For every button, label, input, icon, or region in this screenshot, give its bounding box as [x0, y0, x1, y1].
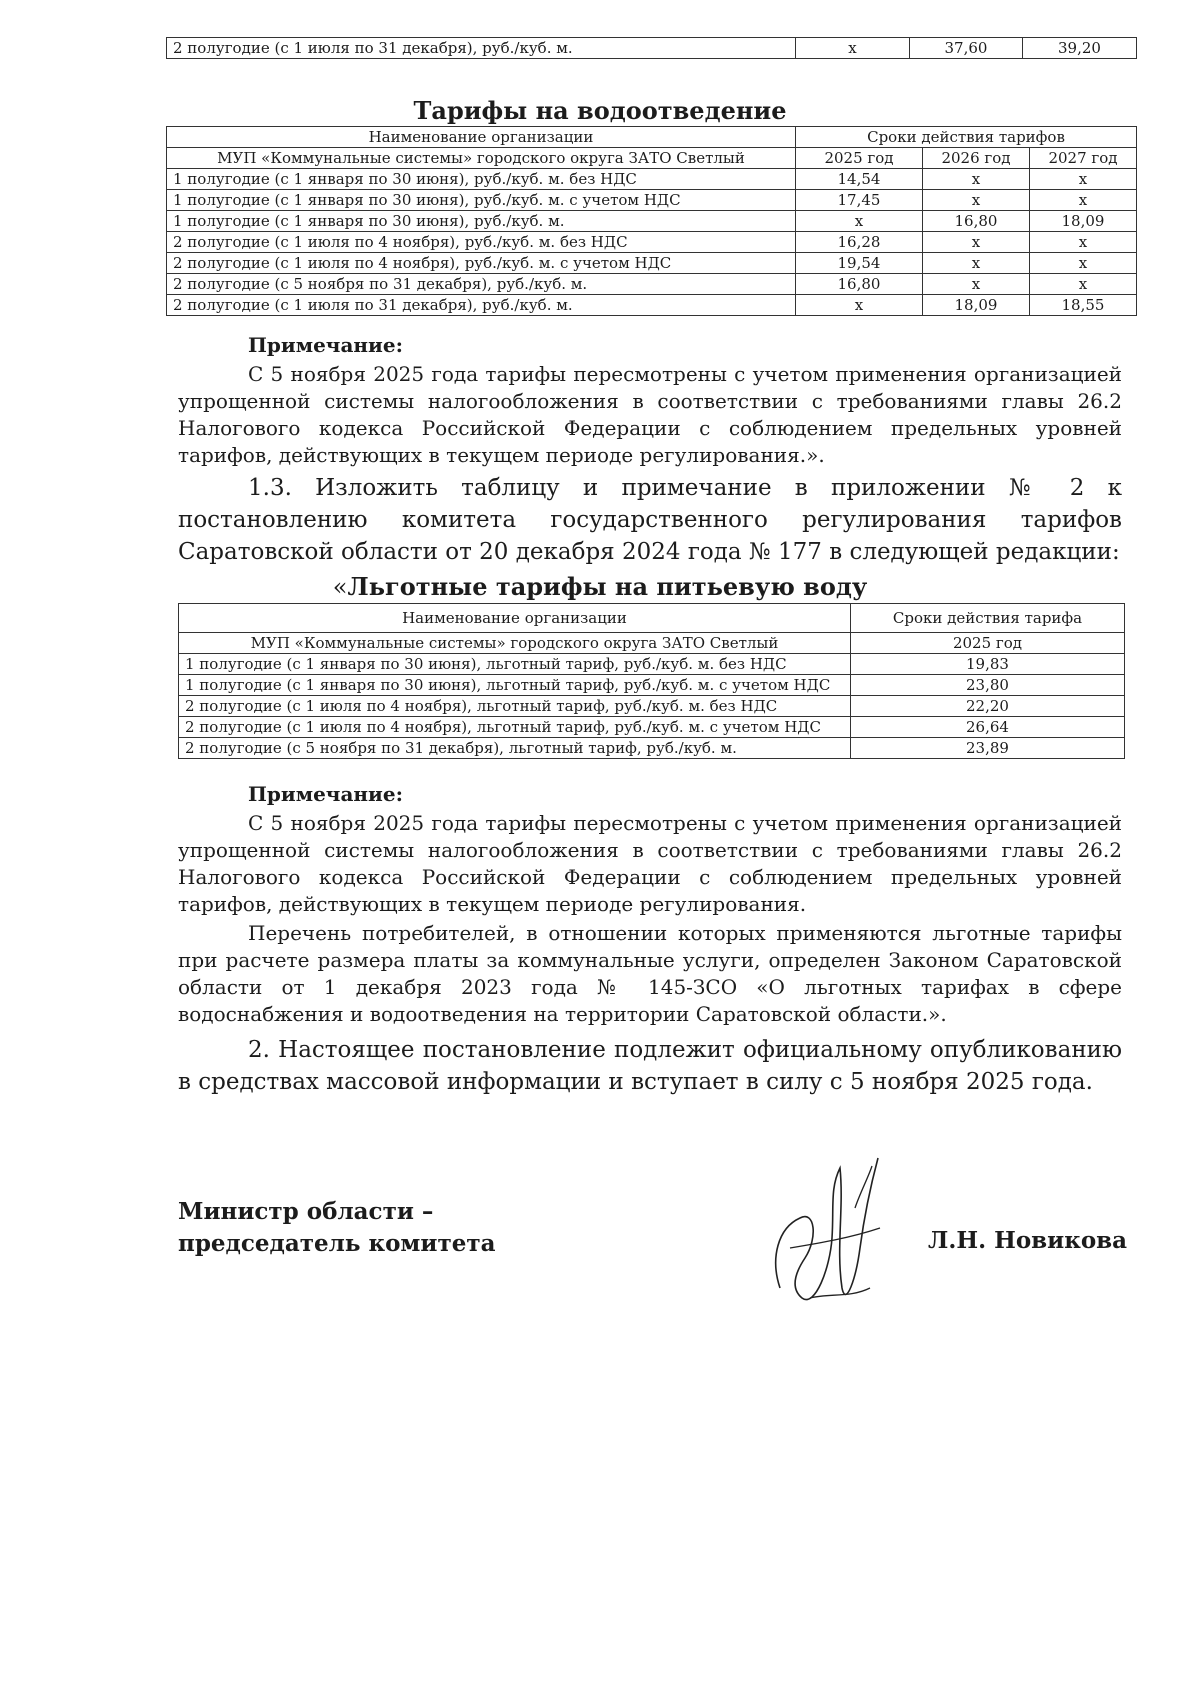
period-column-header: Сроки действия тарифов	[796, 127, 1137, 148]
value-cell: 14,54	[796, 169, 923, 190]
table-row	[179, 654, 1125, 675]
value-cell: 16,80	[796, 274, 923, 295]
wastewater-note: С 5 ноября 2025 года тарифы пересмотрены с учетом применения организацией упрощенной системы налогообложения в соответствии с требованиями главы 26.2 Налогового кодекса Российской Федерации с соблюдением предельных уровней тарифов, действующих в текущем периоде регулирования.».	[178, 362, 1122, 467]
clause-1-3: 1.3. Изложить таблицу и примечание в приложении № 2 к постановлению комитета государственного регулирования тарифов Саратовской области от 20 декабря 2024 года № 177 в следующей редакции:	[178, 475, 1122, 565]
row-label: 2 полугодие (с 1 июля по 4 ноября), руб./куб. м. с учетом НДС	[167, 253, 796, 274]
wastewater-table	[166, 126, 1137, 316]
value-cell: 23,80	[851, 675, 1125, 696]
table-row	[167, 38, 1137, 59]
year-header: 2025 год	[851, 633, 1125, 654]
value-cell: х	[1030, 169, 1137, 190]
value-cell: 23,89	[851, 738, 1125, 759]
value-cell: 19,54	[796, 253, 923, 274]
year-header: 2025 год	[796, 148, 923, 169]
value-cell: х	[923, 274, 1030, 295]
table-row	[179, 675, 1125, 696]
signatory-name: Л.Н. Новикова	[928, 1227, 1128, 1254]
title-quote: «	[332, 573, 348, 601]
value-cell: х	[1030, 274, 1137, 295]
table-row	[179, 738, 1125, 759]
row-label: 2 полугодие (с 1 июля по 4 ноября), льготный тариф, руб./куб. м. с учетом НДС	[179, 717, 851, 738]
table-row	[179, 696, 1125, 717]
preferential-note-1: С 5 ноября 2025 года тарифы пересмотрены с учетом применения организацией упрощенной системы налогообложения в соответствии с требованиями главы 26.2 Налогового кодекса Российской Федерации с соблюдением предельных уровней тарифов, действующих в текущем периоде регулирования.	[178, 811, 1122, 916]
table-row	[167, 274, 1137, 295]
value-cell: 18,55	[1030, 295, 1137, 316]
value-cell: х	[923, 169, 1030, 190]
value-cell: х	[923, 253, 1030, 274]
value-cell: х	[1030, 190, 1137, 211]
value-cell: 17,45	[796, 190, 923, 211]
value-cell: 16,28	[796, 232, 923, 253]
value-cell: 19,83	[851, 654, 1125, 675]
table-row	[167, 232, 1137, 253]
org-column-header: Наименование организации	[167, 127, 796, 148]
table-header-row	[167, 127, 1137, 148]
value-cell: 16,80	[923, 211, 1030, 232]
row-label: 1 полугодие (с 1 января по 30 июня), льготный тариф, руб./куб. м. с учетом НДС	[179, 675, 851, 696]
value-2026: 37,60	[910, 38, 1023, 59]
value-cell: х	[796, 211, 923, 232]
preferential-table	[178, 603, 1125, 759]
value-cell: х	[796, 295, 923, 316]
row-label: 1 полугодие (с 1 января по 30 июня), руб./куб. м.	[167, 211, 796, 232]
value-cell: 26,64	[851, 717, 1125, 738]
clause-2: 2. Настоящее постановление подлежит официальному опубликованию в средствах массовой информации и вступает в силу с 5 ноября 2025 года.	[178, 1037, 1122, 1095]
value-cell: х	[923, 232, 1030, 253]
table-header-row	[179, 604, 1125, 633]
table-row	[167, 295, 1137, 316]
signatory-role	[178, 1196, 496, 1260]
table-row	[167, 211, 1137, 232]
year-header: 2027 год	[1030, 148, 1137, 169]
table-row	[167, 190, 1137, 211]
value-cell: 18,09	[923, 295, 1030, 316]
note-heading: Примечание:	[248, 782, 403, 806]
value-cell: х	[1030, 232, 1137, 253]
row-label: 1 полугодие (с 1 января по 30 июня), льготный тариф, руб./куб. м. без НДС	[179, 654, 851, 675]
row-label: 2 полугодие (с 5 ноября по 31 декабря), льготный тариф, руб./куб. м.	[179, 738, 851, 759]
row-label: 2 полугодие (с 5 ноября по 31 декабря), руб./куб. м.	[167, 274, 796, 295]
period-column-header: Сроки действия тарифа	[851, 604, 1125, 633]
table-header-row	[179, 633, 1125, 654]
org-name: МУП «Коммунальные системы» городского округа ЗАТО Светлый	[167, 148, 796, 169]
value-cell: х	[1030, 253, 1137, 274]
row-label: 1 полугодие (с 1 января по 30 июня), руб./куб. м. без НДС	[167, 169, 796, 190]
year-header: 2026 год	[923, 148, 1030, 169]
value-cell: х	[923, 190, 1030, 211]
wastewater-title: Тарифы на водоотведение	[413, 96, 787, 125]
table-row	[179, 717, 1125, 738]
value-2025: х	[796, 38, 910, 59]
role-line: председатель комитета	[178, 1230, 496, 1257]
table-row	[167, 253, 1137, 274]
title-text: Льготные тарифы на питьевую воду	[347, 572, 868, 601]
org-column-header: Наименование организации	[179, 604, 851, 633]
value-2027: 39,20	[1023, 38, 1137, 59]
table-row	[167, 169, 1137, 190]
row-label: 2 полугодие (с 1 июля по 31 декабря), руб./куб. м.	[167, 295, 796, 316]
row-label: 2 полугодие (с 1 июля по 31 декабря), руб./куб. м.	[167, 38, 796, 59]
row-label: 1 полугодие (с 1 января по 30 июня), руб./куб. м. с учетом НДС	[167, 190, 796, 211]
note-heading: Примечание:	[248, 333, 403, 357]
row-label: 2 полугодие (с 1 июля по 4 ноября), льготный тариф, руб./куб. м. без НДС	[179, 696, 851, 717]
preferential-title	[0, 572, 1200, 601]
handwritten-signature	[760, 1148, 910, 1318]
top-tariff-table	[166, 37, 1137, 59]
value-cell: 22,20	[851, 696, 1125, 717]
preferential-note-2: Перечень потребителей, в отношении которых применяются льготные тарифы при расчете размера платы за коммунальные услуги, определен Законом Саратовской области от 1 декабря 2023 года № 145-ЗСО «О льготных тарифах в сфере водоснабжения и водоотведения на территории Саратовской области.».	[178, 921, 1122, 1026]
table-header-row	[167, 148, 1137, 169]
org-name: МУП «Коммунальные системы» городского округа ЗАТО Светлый	[179, 633, 851, 654]
row-label: 2 полугодие (с 1 июля по 4 ноября), руб./куб. м. без НДС	[167, 232, 796, 253]
value-cell: 18,09	[1030, 211, 1137, 232]
role-line: Министр области –	[178, 1198, 434, 1225]
